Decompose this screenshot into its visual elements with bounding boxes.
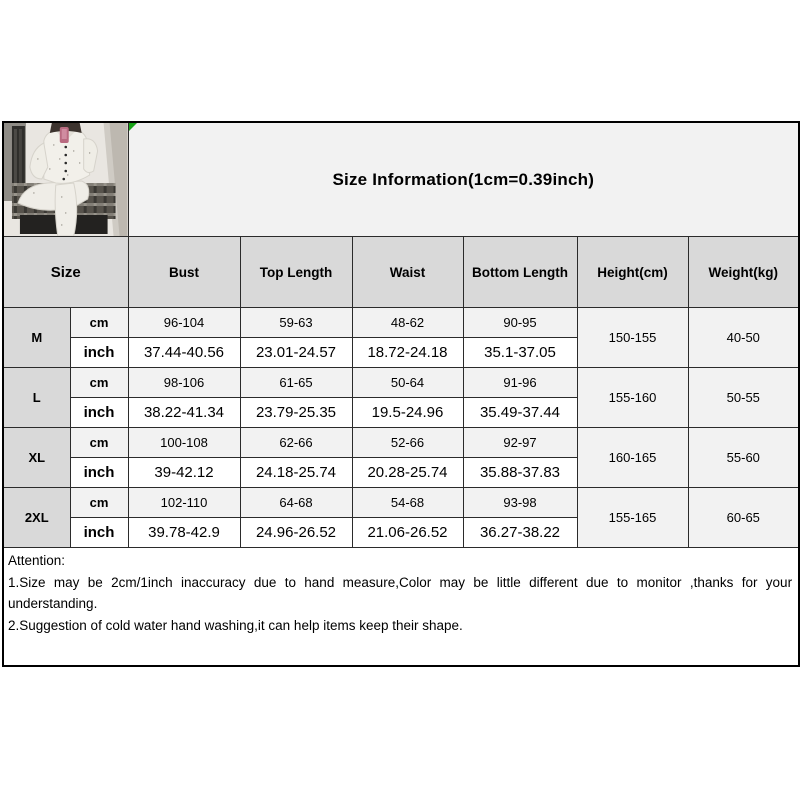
cell-m-inch-waist: 18.72-24.18 bbox=[352, 338, 463, 368]
cell-l-cm-bottom-length: 91-96 bbox=[463, 368, 577, 398]
cell-m-cm-top-length: 59-63 bbox=[240, 308, 352, 338]
header-size: Size bbox=[3, 237, 128, 308]
cell-m-inch-top-length: 23.01-24.57 bbox=[240, 338, 352, 368]
cell-l-cm-bust: 98-106 bbox=[128, 368, 240, 398]
corner-marker-icon bbox=[129, 123, 137, 131]
cell-xl-inch-bottom-length: 35.88-37.83 bbox=[463, 458, 577, 488]
row-l-cm bbox=[3, 368, 799, 398]
cell-2xl-cm-bust: 102-110 bbox=[128, 488, 240, 518]
attention-section bbox=[3, 548, 799, 666]
size-chart-frame bbox=[2, 121, 798, 667]
cell-xl-inch-top-length: 24.18-25.74 bbox=[240, 458, 352, 488]
cell-2xl-cm-waist: 54-68 bbox=[352, 488, 463, 518]
cell-2xl-cm-top-length: 64-68 bbox=[240, 488, 352, 518]
cell-xl-inch-bust: 39-42.12 bbox=[128, 458, 240, 488]
cell-2xl-inch-bust: 39.78-42.9 bbox=[128, 518, 240, 548]
cell-xl-weight: 55-60 bbox=[688, 428, 799, 488]
attention-heading: Attention: bbox=[8, 553, 66, 568]
cell-2xl-weight: 60-65 bbox=[688, 488, 799, 548]
cell-xl-cm-waist: 52-66 bbox=[352, 428, 463, 458]
size-label-2xl: 2XL bbox=[3, 488, 70, 548]
unit-label-cm: cm bbox=[70, 488, 128, 518]
cell-m-inch-bottom-length: 35.1-37.05 bbox=[463, 338, 577, 368]
size-label-xl: XL bbox=[3, 428, 70, 488]
cell-l-weight: 50-55 bbox=[688, 368, 799, 428]
unit-label-inch: inch bbox=[70, 458, 128, 488]
product-photo-illustration bbox=[4, 123, 128, 236]
cell-xl-cm-top-length: 62-66 bbox=[240, 428, 352, 458]
cell-xl-cm-bust: 100-108 bbox=[128, 428, 240, 458]
cell-l-inch-waist: 19.5-24.96 bbox=[352, 398, 463, 428]
cell-l-cm-top-length: 61-65 bbox=[240, 368, 352, 398]
size-label-m: M bbox=[3, 308, 70, 368]
cell-l-height: 155-160 bbox=[577, 368, 688, 428]
header-height: Height(cm) bbox=[577, 237, 688, 308]
cell-m-inch-bust: 37.44-40.56 bbox=[128, 338, 240, 368]
header-bottom-length: Bottom Length bbox=[463, 237, 577, 308]
size-chart-title-cell bbox=[128, 122, 799, 237]
cell-l-inch-bottom-length: 35.49-37.44 bbox=[463, 398, 577, 428]
unit-label-inch: inch bbox=[70, 338, 128, 368]
unit-label-cm: cm bbox=[70, 368, 128, 398]
row-xl-cm bbox=[3, 428, 799, 458]
row-2xl-cm bbox=[3, 488, 799, 518]
cell-m-cm-waist: 48-62 bbox=[352, 308, 463, 338]
cell-l-inch-top-length: 23.79-25.35 bbox=[240, 398, 352, 428]
unit-label-cm: cm bbox=[70, 308, 128, 338]
cell-2xl-inch-top-length: 24.96-26.52 bbox=[240, 518, 352, 548]
header-bust: Bust bbox=[128, 237, 240, 308]
cell-xl-height: 160-165 bbox=[577, 428, 688, 488]
cell-l-inch-bust: 38.22-41.34 bbox=[128, 398, 240, 428]
cell-m-weight: 40-50 bbox=[688, 308, 799, 368]
table-header-row bbox=[3, 237, 799, 308]
unit-label-cm: cm bbox=[70, 428, 128, 458]
size-chart-table bbox=[2, 121, 800, 667]
cell-xl-cm-bottom-length: 92-97 bbox=[463, 428, 577, 458]
cell-m-height: 150-155 bbox=[577, 308, 688, 368]
cell-m-cm-bottom-length: 90-95 bbox=[463, 308, 577, 338]
cell-2xl-inch-waist: 21.06-26.52 bbox=[352, 518, 463, 548]
header-waist: Waist bbox=[352, 237, 463, 308]
cell-l-cm-waist: 50-64 bbox=[352, 368, 463, 398]
header-top-length: Top Length bbox=[240, 237, 352, 308]
unit-label-inch: inch bbox=[70, 518, 128, 548]
size-label-l: L bbox=[3, 368, 70, 428]
cell-2xl-cm-bottom-length: 93-98 bbox=[463, 488, 577, 518]
size-chart-title: Size Information(1cm=0.39inch) bbox=[332, 169, 595, 189]
attention-row bbox=[3, 548, 799, 666]
cell-m-cm-bust: 96-104 bbox=[128, 308, 240, 338]
attention-note-1: 1.Size may be 2cm/1inch inaccuracy due to hand measure,Color may be little different due to monitor ,thanks for your understanding. bbox=[8, 574, 793, 611]
header-weight: Weight(kg) bbox=[688, 237, 799, 308]
cell-2xl-inch-bottom-length: 36.27-38.22 bbox=[463, 518, 577, 548]
unit-label-inch: inch bbox=[70, 398, 128, 428]
product-photo bbox=[3, 122, 128, 237]
cell-2xl-height: 155-165 bbox=[577, 488, 688, 548]
row-m-cm bbox=[3, 308, 799, 338]
cell-xl-inch-waist: 20.28-25.74 bbox=[352, 458, 463, 488]
attention-note-2: 2.Suggestion of cold water hand washing,it can help items keep their shape. bbox=[8, 617, 463, 633]
